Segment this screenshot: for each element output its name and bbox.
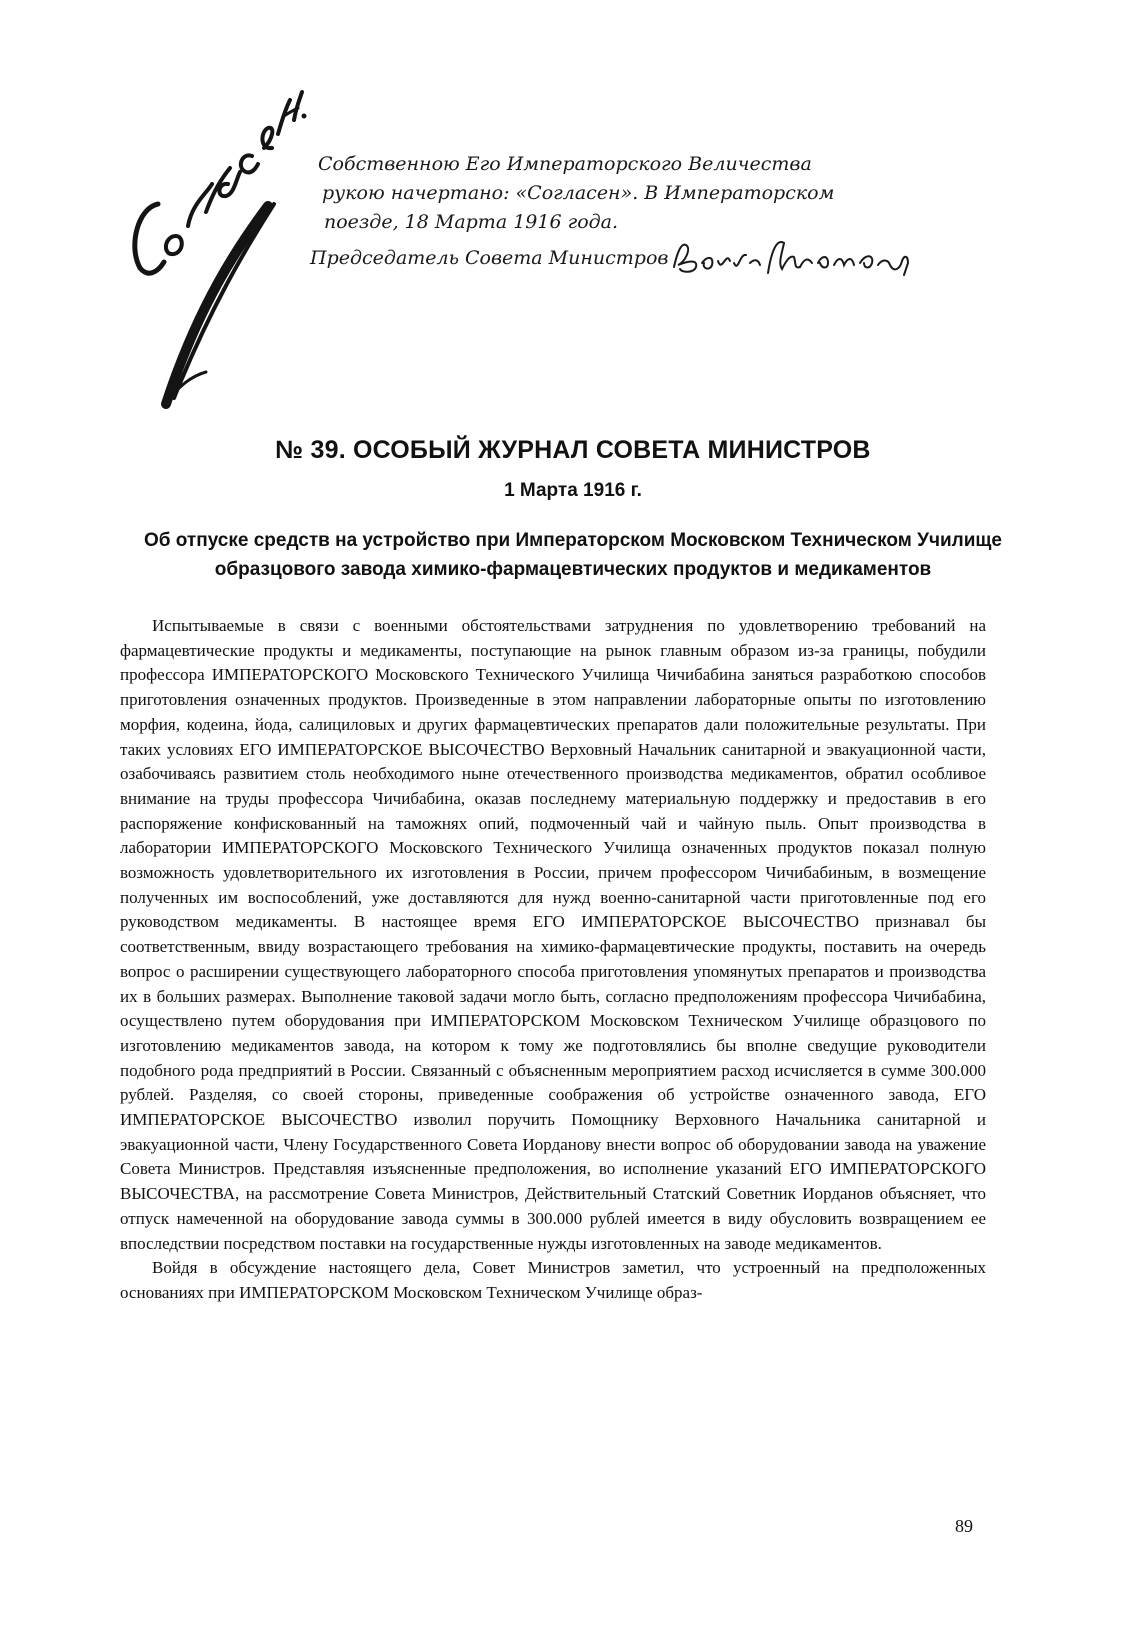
certification-line-2: рукою начертано: «Согласен». В Императорском	[322, 182, 835, 204]
chairman-label: Председатель Совета Министров	[310, 247, 669, 269]
body-paragraph-2: Войдя в обсуждение настоящего дела, Совет Министров заметил, что устроенный на предположенных основаниях при ИМПЕРАТОРСКОМ Московском Техническом Училище образ-	[120, 1258, 986, 1302]
certification-line-1: Собственною Его Императорского Величества	[318, 153, 812, 175]
page-number: 89	[955, 1516, 973, 1536]
document-title: № 39. ОСОБЫЙ ЖУРНАЛ СОВЕТА МИНИСТРОВ	[275, 436, 871, 464]
document-date: 1 Марта 1916 г.	[504, 480, 642, 501]
document-subtitle: Об отпуске средств на устройство при Императорском Московском Техническом Училище образцового завода химико-фармацевтических продуктов и медикаментов	[144, 530, 1002, 580]
handwritten-resolution	[118, 86, 308, 416]
certification-line-4	[310, 237, 1008, 281]
body-paragraph-1: Испытываемые в связи с военными обстоятельствами затруднения по удовлетворению требований на фармацевтические продукты и медикаменты, поступающие на рынок главным образом из-за границы, побудили профессора ИМПЕРАТОРСКОГО Московского Технического Училища Чичибабина заняться разработкою способов приготовления означенных продуктов. Произведенные в этом направлении лабораторные опыты по изготовлению морфия, кодеина, йода, салициловых и других фармацевтических препаратов дали положительные результаты. При таких условиях ЕГО ИМПЕРАТОРСКОЕ ВЫСОЧЕСТВО Верховный Начальник санитарной и эвакуационной части, озабочиваясь развитием столь необходимого ныне отечественного производства медикаментов, обратил особливое внимание на труды профессора Чичибабина, оказав последнему материальную поддержку и предоставив в его распоряжение конфискованный на таможнях опий, подмоченный чай и чайную пыль. Опыт производства в лаборатории ИМПЕРАТОРСКОГО Московского Технического Училища означенных продуктов показал полную возможность удовлетворительного их изготовления в России, причем профессором Чичибабиным, в возмещение полученных им воспособлений, уже доставляются для нужд военно-санитарной части приготовленные под его руководством медикаменты. В настоящее время ЕГО ИМПЕРАТОРСКОЕ ВЫСОЧЕСТВО признавал бы соответственным, ввиду возрастающего требования на химико-фармацевтические продукты, поставить на очередь вопрос о расширении существующего лабораторного способа приготовления упомянутых препаратов и производства их в больших размерах. Выполнение таковой задачи могло быть, согласно предположениям профессора Чичибабина, осуществлено путем оборудования при ИМПЕРАТОРСКОМ Московском Техническом Училище образцового по изготовлению медикаментов завода, на котором к тому же подготовлялись бы вполне сведущие руководители подобного рода предприятий в России. Связанный с объясненным мероприятием расход исчисляется в сумме 300.000 рублей. Разделяя, со своей стороны, приведенные соображения об устройстве означенного завода, ЕГО ИМПЕРАТОРСКОЕ ВЫСОЧЕСТВО изволил поручить Помощнику Верховного Начальника санитарной и эвакуационной части, Члену Государственного Совета Иорданову внести вопрос об оборудовании завода на уважение Совета Министров. Представляя изъясненные предположения, во исполнение указаний ЕГО ИМПЕРАТОРСКОГО ВЫСОЧЕСТВА, на рассмотрение Совета Министров, Действительный Статский Советник Иорданов объясняет, что отпуск намеченной на оборудование завода суммы в 300.000 рублей имеется в виду обусловить возвращением ее впоследствии посредством поставки на государственные нужды изготовленных на заводе медикаментов.	[120, 616, 986, 1253]
handwritten-certification	[310, 150, 1008, 281]
resolution-handwriting-icon	[118, 86, 308, 416]
document-body	[120, 614, 986, 1306]
chairman-signature	[668, 233, 928, 277]
signature-icon	[668, 233, 928, 277]
certification-line-3: поезде, 18 Марта 1916 года.	[324, 211, 619, 233]
